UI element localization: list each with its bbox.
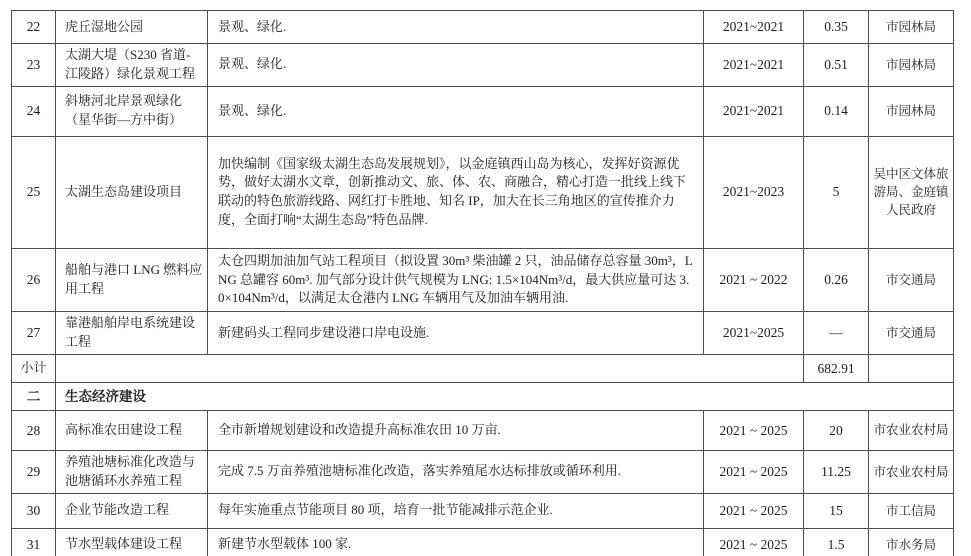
investment-cell: 0.51 xyxy=(804,44,869,87)
empty-cell xyxy=(56,354,804,382)
section-title-cell: 生态经济建设 xyxy=(56,382,954,410)
project-name-cell: 养殖池塘标准化改造与池塘循环水养殖工程 xyxy=(56,450,208,493)
row-number-cell: 30 xyxy=(12,493,56,528)
department-cell: 市交通局 xyxy=(869,312,954,355)
table-row xyxy=(12,136,954,248)
description-cell: 新建码头工程同步建设港口岸电设施. xyxy=(208,312,704,355)
project-name-cell: 节水型载体建设工程 xyxy=(56,528,208,556)
years-cell: 2021~2021 xyxy=(704,86,804,136)
project-name-cell: 企业节能改造工程 xyxy=(56,493,208,528)
row-number-cell: 27 xyxy=(12,312,56,355)
subtotal-label-cell: 小计 xyxy=(12,354,56,382)
description-cell: 加快编制《国家级太湖生态岛发展规划》，以金庭镇西山岛为核心，发挥好资源优势，做好太湖水文章，创新推动文、旅、体、农、商融合，精心打造一批线上线下联动的特色旅游线路、网红打卡胜地、知名 IP，加大在长三角地区的宣传推介力度，全面打响“太湖生态岛”特色品牌. xyxy=(208,136,704,248)
empty-cell xyxy=(869,354,954,382)
row-number-cell: 22 xyxy=(12,11,56,44)
table-row xyxy=(12,493,954,528)
description-cell: 景观、绿化. xyxy=(208,11,704,44)
row-number-cell: 29 xyxy=(12,450,56,493)
department-cell: 市交通局 xyxy=(869,248,954,312)
years-cell: 2021 ~ 2025 xyxy=(704,410,804,450)
investment-cell: 0.35 xyxy=(804,11,869,44)
table-row xyxy=(12,410,954,450)
years-cell: 2021~2025 xyxy=(704,312,804,355)
table-row xyxy=(12,11,954,44)
row-number-cell: 23 xyxy=(12,44,56,87)
department-cell: 吴中区文体旅游局、金庭镇人民政府 xyxy=(869,136,954,248)
department-cell: 市农业农村局 xyxy=(869,450,954,493)
table-row xyxy=(12,86,954,136)
table-row xyxy=(12,312,954,355)
department-cell: 市园林局 xyxy=(869,44,954,87)
investment-cell: 0.26 xyxy=(804,248,869,312)
investment-cell: — xyxy=(804,312,869,355)
project-table xyxy=(11,10,954,556)
years-cell: 2021 ~ 2025 xyxy=(704,493,804,528)
description-cell: 太仓四期加油加气站工程项目（拟设置 30m³ 柴油罐 2 只，油品储存总容量 30m³，LNG 总罐容 60m³. 加气部分设计供气规模为 LNG: 1.5×104Nm³/d，最大供应量可达 3.0×104Nm³/d，以满足太仓港内 LNG 车辆用气及加油车辆用油. xyxy=(208,248,704,312)
years-cell: 2021 ~ 2022 xyxy=(704,248,804,312)
description-cell: 每年实施重点节能项目 80 项，培育一批节能减排示范企业. xyxy=(208,493,704,528)
department-cell: 市工信局 xyxy=(869,493,954,528)
years-cell: 2021~2021 xyxy=(704,44,804,87)
project-name-cell: 虎丘湿地公园 xyxy=(56,11,208,44)
department-cell: 市园林局 xyxy=(869,86,954,136)
row-number-cell: 28 xyxy=(12,410,56,450)
years-cell: 2021 ~ 2025 xyxy=(704,450,804,493)
description-cell: 景观、绿化. xyxy=(208,86,704,136)
investment-cell: 15 xyxy=(804,493,869,528)
subtotal-value-cell: 682.91 xyxy=(804,354,869,382)
section-header-row xyxy=(12,382,954,410)
row-number-cell: 26 xyxy=(12,248,56,312)
project-name-cell: 太湖大堤（S230 省道-江陵路）绿化景观工程 xyxy=(56,44,208,87)
years-cell: 2021~2023 xyxy=(704,136,804,248)
project-name-cell: 斜塘河北岸景观绿化（星华街—方中街） xyxy=(56,86,208,136)
subtotal-row xyxy=(12,354,954,382)
department-cell: 市农业农村局 xyxy=(869,410,954,450)
project-name-cell: 高标准农田建设工程 xyxy=(56,410,208,450)
description-cell: 全市新增规划建设和改造提升高标准农田 10 万亩. xyxy=(208,410,704,450)
table-row xyxy=(12,450,954,493)
investment-cell: 0.14 xyxy=(804,86,869,136)
project-name-cell: 船舶与港口 LNG 燃料应用工程 xyxy=(56,248,208,312)
investment-cell: 11.25 xyxy=(804,450,869,493)
row-number-cell: 24 xyxy=(12,86,56,136)
project-name-cell: 靠港船舶岸电系统建设工程 xyxy=(56,312,208,355)
table-row xyxy=(12,44,954,87)
project-name-cell: 太湖生态岛建设项目 xyxy=(56,136,208,248)
row-number-cell: 25 xyxy=(12,136,56,248)
description-cell: 景观、绿化. xyxy=(208,44,704,87)
investment-cell: 20 xyxy=(804,410,869,450)
table-row xyxy=(12,528,954,556)
years-cell: 2021 ~ 2025 xyxy=(704,528,804,556)
years-cell: 2021~2021 xyxy=(704,11,804,44)
department-cell: 市园林局 xyxy=(869,11,954,44)
row-number-cell: 31 xyxy=(12,528,56,556)
description-cell: 完成 7.5 万亩养殖池塘标准化改造，落实养殖尾水达标排放或循环利用. xyxy=(208,450,704,493)
department-cell: 市水务局 xyxy=(869,528,954,556)
table-row xyxy=(12,248,954,312)
investment-cell: 5 xyxy=(804,136,869,248)
section-number-cell: 二 xyxy=(12,382,56,410)
description-cell: 新建节水型载体 100 家. xyxy=(208,528,704,556)
investment-cell: 1.5 xyxy=(804,528,869,556)
